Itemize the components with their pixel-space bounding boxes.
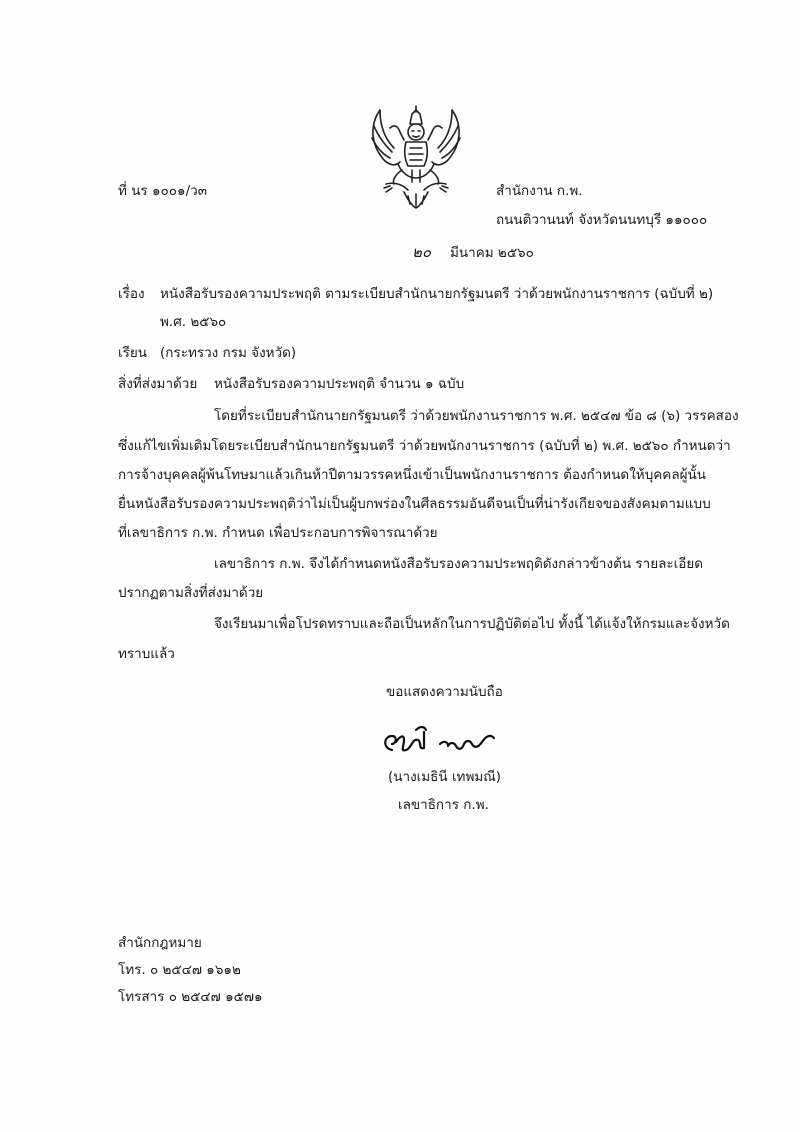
subject-line-1: หนังสือรับรองความประพฤติ ตามระเบียบสำนักนายกรัฐมนตรี ว่าด้วยพนักงานราชการ (ฉบับที่ ๒): [160, 286, 714, 302]
paragraph-3-line-2: ทราบแล้ว: [118, 646, 175, 662]
footer-fax: โทรสาร ๐ ๒๕๔๗ ๑๕๗๑: [118, 989, 263, 1005]
paragraph-1-line-4: ยื่นหนังสือรับรองความประพฤติว่าไม่เป็นผู้บกพร่องในศีลธรรมอันดีจนเป็นที่น่ารังเกียจของสังคมตามแบบ: [118, 496, 711, 512]
paragraph-1-line-2: ซึ่งแก้ไขเพิ่มเติมโดยระเบียบสำนักนายกรัฐมนตรี ว่าด้วยพนักงานราชการ (ฉบับที่ ๒) พ.ศ. ๒๕๖๐ กำหนดว่า: [118, 438, 731, 454]
footer-phone: โทร. ๐ ๒๕๔๗ ๑๖๑๒: [118, 962, 241, 978]
paragraph-1-line-5: ที่เลขาธิการ ก.พ. กำหนด เพื่อประกอบการพิจารณาด้วย: [118, 525, 438, 541]
office-address: ถนนติวานนท์ จังหวัดนนทบุรี ๑๑๐๐๐: [496, 212, 708, 228]
date-month-year: มีนาคม ๒๕๖๐: [450, 245, 534, 261]
subject-line-2: พ.ศ. ๒๕๖๐: [160, 314, 227, 330]
paragraph-2-line-1: เลขาธิการ ก.พ. จึงได้กำหนดหนังสือรับรองความประพฤติดังกล่าวข้างต้น รายละเอียด: [214, 556, 704, 572]
signer-name: (นางเมธินี เทพมณี): [388, 769, 502, 785]
enclosure-label: สิ่งที่ส่งมาด้วย: [118, 376, 198, 392]
paragraph-2-line-2: ปรากฏตามสิ่งที่ส่งมาด้วย: [118, 585, 264, 601]
reference-number: ที่ นร ๑๐๐๑/ว๓: [118, 183, 207, 199]
handwritten-signature-icon: [378, 722, 518, 762]
paragraph-1-line-1: โดยที่ระเบียบสำนักนายกรัฐมนตรี ว่าด้วยพนักงานราชการ พ.ศ. ๒๕๔๗ ข้อ ๘ (๖) วรรคสอง: [214, 408, 739, 424]
garuda-emblem-icon: [366, 104, 466, 210]
enclosure-value: หนังสือรับรองความประพฤติ จำนวน ๑ ฉบับ: [214, 376, 465, 392]
closing-salutation: ขอแสดงความนับถือ: [386, 684, 503, 700]
paragraph-1-line-3: การจ้างบุคคลผู้พ้นโทษมาแล้วเกินห้าปีตามวรรคหนึ่งเข้าเป็นพนักงานราชการ ต้องกำหนดให้บุคคลผู้นั้น: [118, 467, 706, 483]
date-day: ๒๐: [412, 243, 432, 261]
recipient-value: (กระทรวง กรม จังหวัด): [160, 345, 297, 361]
paragraph-3-line-1: จึงเรียนมาเพื่อโปรดทราบและถือเป็นหลักในการปฏิบัติต่อไป ทั้งนี้ ได้แจ้งให้กรมและจังหวัด: [214, 616, 730, 632]
office-name: สำนักงาน ก.พ.: [496, 183, 583, 199]
subject-label: เรื่อง: [118, 286, 145, 302]
signer-title: เลขาธิการ ก.พ.: [398, 797, 489, 813]
recipient-label: เรียน: [118, 345, 148, 361]
footer-department: สำนักกฎหมาย: [118, 935, 202, 951]
